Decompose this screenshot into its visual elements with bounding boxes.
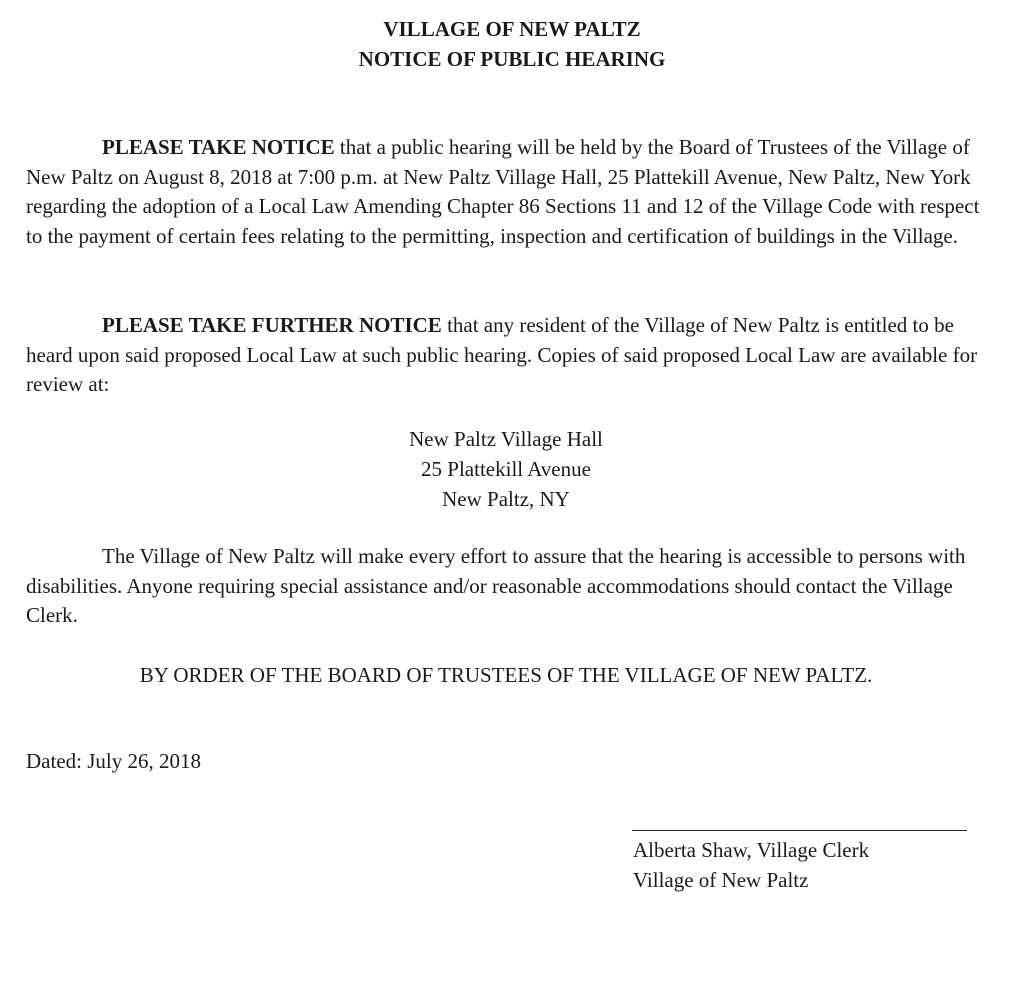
signature-organization: Village of New Paltz bbox=[633, 868, 809, 892]
notice-body: that a public hearing will be held by the Board of Trustees of the Village of New Paltz on August 8, 2018 at 7:00 p.m. at New Paltz Village Hall, 25 Plattekill Avenue, New Paltz, New York regarding the adoption of a Local Law Amending Chapter 86 Sections 11 and 12 of the Village Code with respect to the payment of certain fees relating to the permitting, inspection and certification of buildings in the Village. bbox=[26, 135, 980, 248]
document-title: VILLAGE OF NEW PALTZ bbox=[383, 17, 641, 41]
signature-name-title: Alberta Shaw, Village Clerk bbox=[633, 838, 870, 862]
board-order: BY ORDER OF THE BOARD OF TRUSTEES OF THE VILLAGE OF NEW PALTZ. bbox=[139, 663, 873, 687]
address-line-3: New Paltz, NY bbox=[442, 487, 570, 511]
document-subtitle: NOTICE OF PUBLIC HEARING bbox=[358, 47, 666, 71]
accessibility-paragraph bbox=[26, 542, 991, 631]
dated-line: Dated: July 26, 2018 bbox=[26, 749, 201, 773]
signature-line bbox=[632, 830, 967, 831]
further-notice-lead: PLEASE TAKE FURTHER NOTICE bbox=[102, 313, 442, 337]
accessibility-text: The Village of New Paltz will make every effort to assure that the hearing is accessible to persons with disabilities. Anyone requiring special assistance and/or reasonable accommodations should contact the Village Clerk. bbox=[26, 544, 966, 627]
notice-paragraph bbox=[26, 133, 991, 251]
address-line-1: New Paltz Village Hall bbox=[409, 427, 603, 451]
notice-lead: PLEASE TAKE NOTICE bbox=[102, 135, 335, 159]
further-notice-paragraph bbox=[26, 311, 991, 400]
address-line-2: 25 Plattekill Avenue bbox=[421, 457, 591, 481]
further-notice-body: that any resident of the Village of New Paltz is entitled to be heard upon said proposed Local Law at such public hearing. Copies of said proposed Local Law are available for review at: bbox=[26, 313, 978, 396]
